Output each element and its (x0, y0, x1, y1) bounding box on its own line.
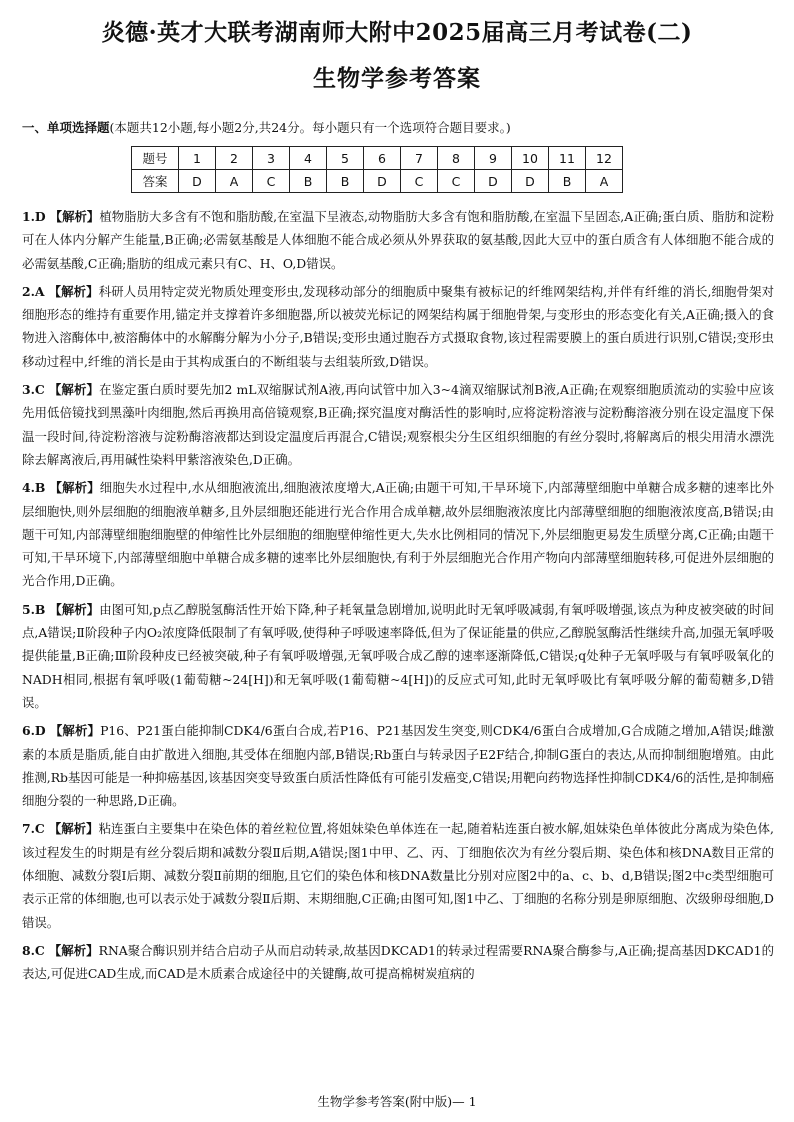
page-title: 生物学参考答案 (313, 65, 481, 92)
explanation-text: 植物脂肪大多含有不饱和脂肪酸,在室温下呈液态,动物脂肪大多含有饱和脂肪酸,在室温下呈固态,A正确;蛋白质、脂肪和淀粉可在人体内分解产生能量,B正确;必需氨基酸是人体细胞不能合成必须从外界获取的氨基酸,因此大豆中的蛋白质含有人体细胞不能合成的必需氨基酸,C正确;脂肪的组成元素只有C、H、O,D错误。 (22, 209, 774, 271)
question-number-cell: 3 (253, 147, 290, 170)
explanation-text: 粘连蛋白主要集中在染色体的着丝粒位置,将姐妹染色单体连在一起,随着粘连蛋白被水解,姐妹染色单体彼此分离成为染色体,该过程发生的时期是有丝分裂后期和减数分裂Ⅱ后期,A错误;图1中甲、乙、丙、丁细胞依次为有丝分裂后期、染色体和核DNA数目正常的体细胞、减数分裂Ⅰ后期、减数分裂Ⅱ前期的细胞,且它们的染色体和核DNA数量比分别对应图2中的a、c、b、d,B错误;图2中c类型细胞可表示正常的体细胞,也可以表示处于减数分裂Ⅱ后期、末期细胞,C正确;由图可知,图1中乙、丁细胞的名称分别是卵原细胞、次级卵母细胞,D错误。 (22, 821, 774, 930)
question-number: 8.C (22, 942, 45, 958)
question-number: 2.A (22, 283, 45, 299)
question-number-cell: 5 (327, 147, 364, 170)
page-footer: 生物学参考答案(附中版)— 1 (317, 1094, 477, 1109)
analysis-tag: 【解析】 (48, 821, 99, 837)
question-explanation-4 (22, 476, 774, 592)
question-explanation-2 (22, 280, 774, 373)
section-note: (本题共12小题,每小题2分,共24分。每小题只有一个选项符合题目要求。) (109, 120, 511, 135)
answer-cell: C (401, 170, 438, 193)
analysis-tag: 【解析】 (49, 480, 100, 496)
answer-cell: C (438, 170, 475, 193)
question-explanation-7 (22, 817, 774, 933)
question-number: 6.D (22, 723, 46, 739)
answer-table (131, 146, 623, 193)
answer-cell: D (512, 170, 549, 193)
table-header-cell: 答案 (132, 170, 179, 193)
question-number-cell: 7 (401, 147, 438, 170)
explanation-text: RNA聚合酶识别并结合启动子从而启动转录,故基因DKCAD1的转录过程需要RNA聚合酶参与,A正确;提高基因DKCAD1的表达,可促进CAD生成,而CAD是木质素合成途径中的关键酶,故可提高棉树炭疽病的 (22, 942, 774, 982)
answer-cell: A (586, 170, 623, 193)
question-explanation-1 (22, 205, 774, 275)
answer-cell: D (475, 170, 512, 193)
question-number-cell: 12 (586, 147, 623, 170)
question-number: 5.B (22, 601, 46, 617)
question-explanation-3 (22, 378, 774, 471)
answer-table-number-row (132, 147, 623, 170)
analysis-tag: 【解析】 (48, 283, 99, 299)
question-number-cell: 1 (179, 147, 216, 170)
answer-cell: B (290, 170, 327, 193)
analysis-tag: 【解析】 (49, 209, 100, 224)
explanation-text: 科研人员用特定荧光物质处理变形虫,发现移动部分的细胞质中聚集有被标记的纤维网架结构,并伴有纤维的消长,细胞骨架对细胞形态的维持有重要作用,锚定并支撑着许多细胞器,所以被荧光标记的网架结构属于细胞骨架,与变形虫的形态变化有关,A正确;摄入的食物进入溶酶体中,被溶酶体中的水解酶分解为小分子,B错误;变形虫通过胞吞方式摄取食物,该过程需要膜上的蛋白质进行识别,C错误;变形虫移动过程中,纤维的消长是由于其构成蛋白的不断组装与去组装所致,D错误。 (22, 283, 774, 369)
question-number-cell: 2 (216, 147, 253, 170)
question-number-cell: 8 (438, 147, 475, 170)
analysis-tag: 【解析】 (49, 723, 101, 739)
question-number-cell: 9 (475, 147, 512, 170)
answer-cell: D (179, 170, 216, 193)
answer-cell: A (216, 170, 253, 193)
question-number: 7.C (22, 821, 45, 837)
table-header-cell: 题号 (132, 147, 179, 170)
answer-cell: B (327, 170, 364, 193)
brand-name: 炎德·英才大联考 (101, 19, 275, 46)
question-number-cell: 6 (364, 147, 401, 170)
question-explanation-8 (22, 939, 774, 986)
question-number: 4.B (22, 480, 46, 496)
question-explanation-5 (22, 598, 774, 714)
question-number-cell: 4 (290, 147, 327, 170)
analysis-tag: 【解析】 (48, 942, 99, 958)
exam-title-text: 湖南师大附中2025届高三月考试卷(二) (274, 19, 693, 46)
answer-explanations (22, 205, 774, 991)
question-number: 3.C (22, 382, 45, 398)
explanation-text: 由图可知,p点乙醇脱氢酶活性开始下降,种子耗氧量急剧增加,说明此时无氧呼吸减弱,有氧呼吸增强,该点为种皮被突破的时间点,A错误;Ⅱ阶段种子内O₂浓度降低限制了有氧呼吸,使得种子呼吸速率降低,但为了保证能量的供应,乙醇脱氢酶活性继续升高,加强无氧呼吸提供能量,B正确;Ⅲ阶段种皮已经被突破,种子有氧呼吸增强,无氧呼吸合成乙醇的速率逐渐降低,C错误;q处种子无氧呼吸与有氧呼吸氧化的NADH相同,根据有氧呼吸(1葡萄糖~24[H])和无氧呼吸(1葡萄糖~4[H])的反应式可知,此时无氧呼吸比有氧呼吸分解的葡萄糖多,D错误。 (22, 601, 775, 710)
explanation-text: 在鉴定蛋白质时要先加2 mL双缩脲试剂A液,再向试管中加入3~4滴双缩脲试剂B液,A正确;在观察细胞质流动的实验中应该先用低倍镜找到黑藻叶肉细胞,然后再换用高倍镜观察,B正确;探究温度对酶活性的影响时,应将淀粉溶液与淀粉酶溶液分别在设定温度下保温一段时间,待淀粉溶液与淀粉酶溶液都达到设定温度后再混合,C错误;观察根尖分生区组织细胞的有丝分裂时,将解离后的根尖用清水漂洗除去解离液后,再用碱性染料甲紫溶液染色,D正确。 (22, 382, 774, 467)
answer-table-answer-row (132, 170, 623, 193)
section-heading (22, 118, 782, 136)
explanation-text: 细胞失水过程中,水从细胞液流出,细胞液浓度增大,A正确;由题干可知,干旱环境下,内部薄壁细胞中单糖合成多糖的速率比外层细胞快,则外层细胞的细胞液单糖多,且外层细胞还能进行光合作用合成单糖,故外层细胞液浓度比内部薄壁细胞的细胞液浓度高,B错误;由题干可知,内部薄壁细胞细胞壁的伸缩性比外层细胞的细胞壁伸缩性更大,失水比例相同的情况下,外层细胞更易发生质壁分离,C正确;由题干可知,干旱环境下,内部薄壁细胞中单糖合成多糖的速率比外层细胞快,有利于外层细胞光合作用产物向内部薄壁细胞转移,可促进外层细胞的光合作用,D正确。 (22, 480, 774, 589)
analysis-tag: 【解析】 (49, 601, 100, 617)
exam-header (0, 14, 794, 47)
analysis-tag: 【解析】 (48, 382, 100, 398)
question-number: 1.D (22, 209, 46, 224)
question-explanation-6 (22, 719, 774, 812)
answer-cell: D (364, 170, 401, 193)
explanation-text: P16、P21蛋白能抑制CDK4/6蛋白合成,若P16、P21基因发生突变,则CDK4/6蛋白合成增加,G合成随之增加,A错误;雌激素的本质是脂质,能自由扩散进入细胞,其受体在细胞内部,B错误;Rb蛋白与转录因子E2F结合,抑制G蛋白的表达,从而抑制细胞增殖。由此推测,Rb基因可能是一种抑癌基因,该基因突变导致蛋白质活性降低有可能引发癌变,C错误;用靶向药物选择性抑制CDK4/6的活性,是抑制癌细胞分裂的一种思路,D正确。 (22, 723, 774, 809)
section-name: 一、单项选择题 (22, 120, 110, 135)
question-number-cell: 11 (549, 147, 586, 170)
answer-cell: C (253, 170, 290, 193)
answer-cell: B (549, 170, 586, 193)
question-number-cell: 10 (512, 147, 549, 170)
